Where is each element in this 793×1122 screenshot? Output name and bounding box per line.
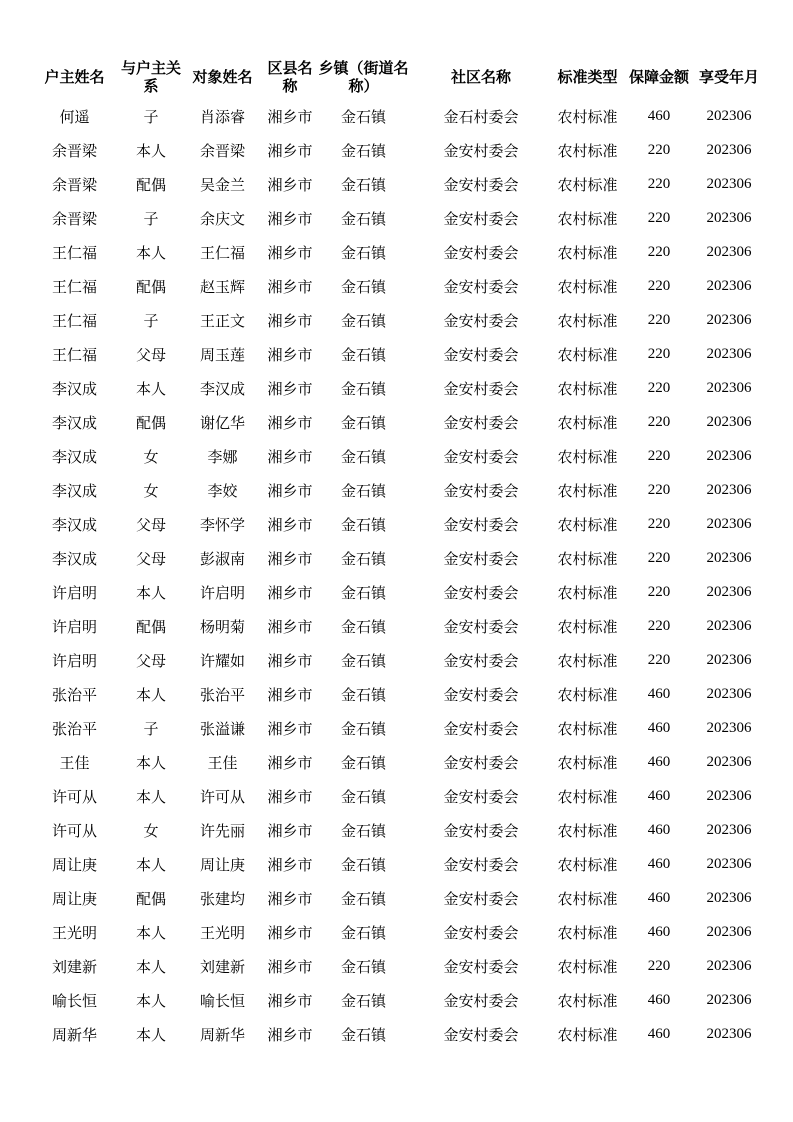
relationship-cell: 父母 — [135, 345, 166, 364]
relationship-cell: 本人 — [135, 991, 166, 1010]
period-cell: 202306 — [706, 345, 752, 362]
township-cell: 金石镇 — [340, 685, 386, 704]
township-cell: 金石镇 — [340, 447, 386, 466]
householder-name-cell: 李汉成 — [51, 379, 97, 398]
table-row — [28, 541, 764, 575]
relationship-cell: 本人 — [135, 243, 166, 262]
standard-type-cell: 农村标准 — [557, 549, 618, 568]
recipient-name-cell: 李怀学 — [199, 515, 245, 534]
recipient-name-cell: 许启明 — [199, 583, 245, 602]
county-cell: 湘乡市 — [267, 719, 313, 738]
township-cell: 金石镇 — [340, 821, 386, 840]
relationship-cell: 女 — [143, 481, 159, 500]
householder-name-cell: 王仁福 — [51, 345, 97, 364]
period-cell: 202306 — [706, 787, 752, 804]
amount-cell: 460 — [647, 1025, 671, 1042]
recipient-name-cell: 李汉成 — [199, 379, 245, 398]
recipient-name-cell: 王佳 — [207, 753, 238, 772]
period-cell: 202306 — [706, 243, 752, 260]
table-row — [28, 235, 764, 269]
householder-name-cell: 许可从 — [51, 787, 97, 806]
recipient-name-cell: 余庆文 — [199, 209, 245, 228]
period-cell: 202306 — [706, 583, 752, 600]
relationship-cell: 父母 — [135, 651, 166, 670]
recipient-name-cell: 周玉莲 — [199, 345, 245, 364]
header-community: 社区名称 — [450, 68, 511, 86]
county-cell: 湘乡市 — [267, 651, 313, 670]
amount-cell: 460 — [647, 889, 671, 906]
period-cell: 202306 — [706, 957, 752, 974]
relationship-cell: 子 — [143, 107, 159, 126]
community-cell: 金安村委会 — [443, 311, 519, 330]
standard-type-cell: 农村标准 — [557, 821, 618, 840]
relationship-cell: 本人 — [135, 753, 166, 772]
table-row — [28, 337, 764, 371]
table-row — [28, 711, 764, 745]
table-row — [28, 915, 764, 949]
householder-name-cell: 李汉成 — [51, 481, 97, 500]
standard-type-cell: 农村标准 — [557, 311, 618, 330]
relationship-cell: 父母 — [135, 515, 166, 534]
table-row — [28, 779, 764, 813]
county-cell: 湘乡市 — [267, 855, 313, 874]
community-cell: 金安村委会 — [443, 345, 519, 364]
table-row — [28, 201, 764, 235]
recipient-name-cell: 李娜 — [207, 447, 238, 466]
recipient-name-cell: 张溢谦 — [199, 719, 245, 738]
county-cell: 湘乡市 — [267, 311, 313, 330]
standard-type-cell: 农村标准 — [557, 141, 618, 160]
county-cell: 湘乡市 — [267, 685, 313, 704]
standard-type-cell: 农村标准 — [557, 957, 618, 976]
amount-cell: 220 — [647, 379, 671, 396]
recipient-name-cell: 吴金兰 — [199, 175, 245, 194]
amount-cell: 220 — [647, 345, 671, 362]
table-row — [28, 949, 764, 983]
period-cell: 202306 — [706, 821, 752, 838]
householder-name-cell: 王仁福 — [51, 243, 97, 262]
community-cell: 金安村委会 — [443, 243, 519, 262]
table-row — [28, 609, 764, 643]
standard-type-cell: 农村标准 — [557, 447, 618, 466]
householder-name-cell: 王光明 — [51, 923, 97, 942]
householder-name-cell: 许启明 — [51, 651, 97, 670]
relationship-cell: 本人 — [135, 787, 166, 806]
standard-type-cell: 农村标准 — [557, 243, 618, 262]
header-row — [28, 55, 764, 99]
amount-cell: 460 — [647, 855, 671, 872]
recipient-name-cell: 赵玉辉 — [199, 277, 245, 296]
county-cell: 湘乡市 — [267, 1025, 313, 1044]
table-header — [28, 55, 764, 99]
county-cell: 湘乡市 — [267, 787, 313, 806]
standard-type-cell: 农村标准 — [557, 855, 618, 874]
recipient-name-cell: 余晋梁 — [199, 141, 245, 160]
township-cell: 金石镇 — [340, 277, 386, 296]
standard-type-cell: 农村标准 — [557, 685, 618, 704]
householder-name-cell: 李汉成 — [51, 447, 97, 466]
recipient-name-cell: 王仁福 — [199, 243, 245, 262]
standard-type-cell: 农村标准 — [557, 787, 618, 806]
table-row — [28, 983, 764, 1017]
township-cell: 金石镇 — [340, 413, 386, 432]
county-cell: 湘乡市 — [267, 991, 313, 1010]
community-cell: 金安村委会 — [443, 753, 519, 772]
county-cell: 湘乡市 — [267, 379, 313, 398]
community-cell: 金安村委会 — [443, 175, 519, 194]
table-row — [28, 677, 764, 711]
recipient-name-cell: 杨明菊 — [199, 617, 245, 636]
county-cell: 湘乡市 — [267, 617, 313, 636]
recipient-name-cell: 许可从 — [199, 787, 245, 806]
header-standard-type: 标准类型 — [557, 68, 618, 86]
relationship-cell: 本人 — [135, 855, 166, 874]
table-row — [28, 167, 764, 201]
table-body — [28, 99, 764, 1051]
township-cell: 金石镇 — [340, 719, 386, 738]
township-cell: 金石镇 — [340, 141, 386, 160]
amount-cell: 220 — [647, 209, 671, 226]
table-row — [28, 813, 764, 847]
county-cell: 湘乡市 — [267, 515, 313, 534]
standard-type-cell: 农村标准 — [557, 719, 618, 738]
relationship-cell: 本人 — [135, 1025, 166, 1044]
header-recipient-name: 对象姓名 — [192, 68, 253, 86]
recipient-name-cell: 肖添睿 — [199, 107, 245, 126]
recipient-name-cell: 周让庚 — [199, 855, 245, 874]
recipient-name-cell: 张建均 — [199, 889, 245, 908]
community-cell: 金安村委会 — [443, 549, 519, 568]
county-cell: 湘乡市 — [267, 243, 313, 262]
community-cell: 金安村委会 — [443, 413, 519, 432]
relationship-cell: 本人 — [135, 685, 166, 704]
county-cell: 湘乡市 — [267, 583, 313, 602]
householder-name-cell: 王仁福 — [51, 311, 97, 330]
relationship-cell: 父母 — [135, 549, 166, 568]
relationship-cell: 子 — [143, 209, 159, 228]
period-cell: 202306 — [706, 447, 752, 464]
standard-type-cell: 农村标准 — [557, 1025, 618, 1044]
table-row — [28, 847, 764, 881]
householder-name-cell: 余晋梁 — [51, 141, 97, 160]
amount-cell: 460 — [647, 107, 671, 124]
recipient-name-cell: 谢亿华 — [199, 413, 245, 432]
township-cell: 金石镇 — [340, 957, 386, 976]
township-cell: 金石镇 — [340, 787, 386, 806]
community-cell: 金安村委会 — [443, 447, 519, 466]
relationship-cell: 配偶 — [135, 617, 166, 636]
table-row — [28, 507, 764, 541]
county-cell: 湘乡市 — [267, 821, 313, 840]
relationship-cell: 本人 — [135, 141, 166, 160]
amount-cell: 220 — [647, 277, 671, 294]
township-cell: 金石镇 — [340, 651, 386, 670]
township-cell: 金石镇 — [340, 991, 386, 1010]
table-row — [28, 439, 764, 473]
township-cell: 金石镇 — [340, 855, 386, 874]
community-cell: 金安村委会 — [443, 481, 519, 500]
township-cell: 金石镇 — [340, 617, 386, 636]
recipient-name-cell: 李姣 — [207, 481, 238, 500]
community-cell: 金安村委会 — [443, 1025, 519, 1044]
amount-cell: 460 — [647, 753, 671, 770]
householder-name-cell: 张治平 — [51, 685, 97, 704]
standard-type-cell: 农村标准 — [557, 345, 618, 364]
header-township: 乡镇（街道名称） — [318, 59, 409, 95]
amount-cell: 460 — [647, 923, 671, 940]
householder-name-cell: 许启明 — [51, 583, 97, 602]
county-cell: 湘乡市 — [267, 957, 313, 976]
township-cell: 金石镇 — [340, 583, 386, 602]
amount-cell: 460 — [647, 719, 671, 736]
township-cell: 金石镇 — [340, 345, 386, 364]
township-cell: 金石镇 — [340, 753, 386, 772]
recipient-name-cell: 王光明 — [199, 923, 245, 942]
amount-cell: 220 — [647, 617, 671, 634]
subsidy-roster-table — [28, 55, 764, 1051]
amount-cell: 220 — [647, 515, 671, 532]
period-cell: 202306 — [706, 923, 752, 940]
householder-name-cell: 许启明 — [51, 617, 97, 636]
period-cell: 202306 — [706, 107, 752, 124]
householder-name-cell: 余晋梁 — [51, 209, 97, 228]
community-cell: 金安村委会 — [443, 515, 519, 534]
county-cell: 湘乡市 — [267, 277, 313, 296]
relationship-cell: 配偶 — [135, 889, 166, 908]
community-cell: 金安村委会 — [443, 379, 519, 398]
county-cell: 湘乡市 — [267, 141, 313, 160]
county-cell: 湘乡市 — [267, 175, 313, 194]
householder-name-cell: 张治平 — [51, 719, 97, 738]
relationship-cell: 配偶 — [135, 175, 166, 194]
township-cell: 金石镇 — [340, 889, 386, 908]
table-row — [28, 643, 764, 677]
amount-cell: 220 — [647, 413, 671, 430]
standard-type-cell: 农村标准 — [557, 583, 618, 602]
header-period: 享受年月 — [698, 68, 759, 86]
period-cell: 202306 — [706, 481, 752, 498]
table-row — [28, 575, 764, 609]
recipient-name-cell: 王正文 — [199, 311, 245, 330]
householder-name-cell: 王佳 — [59, 753, 90, 772]
standard-type-cell: 农村标准 — [557, 107, 618, 126]
community-cell: 金安村委会 — [443, 583, 519, 602]
standard-type-cell: 农村标准 — [557, 481, 618, 500]
recipient-name-cell: 刘建新 — [199, 957, 245, 976]
table-row — [28, 473, 764, 507]
township-cell: 金石镇 — [340, 107, 386, 126]
period-cell: 202306 — [706, 277, 752, 294]
standard-type-cell: 农村标准 — [557, 175, 618, 194]
community-cell: 金安村委会 — [443, 787, 519, 806]
standard-type-cell: 农村标准 — [557, 889, 618, 908]
period-cell: 202306 — [706, 311, 752, 328]
county-cell: 湘乡市 — [267, 923, 313, 942]
period-cell: 202306 — [706, 141, 752, 158]
standard-type-cell: 农村标准 — [557, 277, 618, 296]
period-cell: 202306 — [706, 617, 752, 634]
township-cell: 金石镇 — [340, 1025, 386, 1044]
table-row — [28, 745, 764, 779]
table-row — [28, 303, 764, 337]
county-cell: 湘乡市 — [267, 481, 313, 500]
table-row — [28, 1017, 764, 1051]
township-cell: 金石镇 — [340, 175, 386, 194]
standard-type-cell: 农村标准 — [557, 991, 618, 1010]
township-cell: 金石镇 — [340, 243, 386, 262]
community-cell: 金安村委会 — [443, 209, 519, 228]
relationship-cell: 本人 — [135, 583, 166, 602]
relationship-cell: 女 — [143, 447, 159, 466]
recipient-name-cell: 许耀如 — [199, 651, 245, 670]
standard-type-cell: 农村标准 — [557, 209, 618, 228]
community-cell: 金安村委会 — [443, 821, 519, 840]
recipient-name-cell: 许先丽 — [199, 821, 245, 840]
period-cell: 202306 — [706, 855, 752, 872]
householder-name-cell: 王仁福 — [51, 277, 97, 296]
standard-type-cell: 农村标准 — [557, 923, 618, 942]
householder-name-cell: 何遥 — [59, 107, 90, 126]
table-row — [28, 405, 764, 439]
header-householder-name: 户主姓名 — [44, 68, 105, 86]
period-cell: 202306 — [706, 991, 752, 1008]
community-cell: 金安村委会 — [443, 617, 519, 636]
period-cell: 202306 — [706, 753, 752, 770]
community-cell: 金安村委会 — [443, 957, 519, 976]
standard-type-cell: 农村标准 — [557, 515, 618, 534]
relationship-cell: 女 — [143, 821, 159, 840]
community-cell: 金安村委会 — [443, 991, 519, 1010]
community-cell: 金安村委会 — [443, 889, 519, 908]
standard-type-cell: 农村标准 — [557, 753, 618, 772]
relationship-cell: 配偶 — [135, 277, 166, 296]
county-cell: 湘乡市 — [267, 345, 313, 364]
recipient-name-cell: 彭淑南 — [199, 549, 245, 568]
standard-type-cell: 农村标准 — [557, 617, 618, 636]
householder-name-cell: 喻长恒 — [51, 991, 97, 1010]
householder-name-cell: 李汉成 — [51, 515, 97, 534]
header-relationship: 与户主关系 — [121, 59, 182, 95]
amount-cell: 460 — [647, 821, 671, 838]
period-cell: 202306 — [706, 549, 752, 566]
township-cell: 金石镇 — [340, 515, 386, 534]
community-cell: 金安村委会 — [443, 277, 519, 296]
table-row — [28, 371, 764, 405]
county-cell: 湘乡市 — [267, 889, 313, 908]
period-cell: 202306 — [706, 719, 752, 736]
standard-type-cell: 农村标准 — [557, 379, 618, 398]
amount-cell: 220 — [647, 243, 671, 260]
relationship-cell: 本人 — [135, 957, 166, 976]
amount-cell: 220 — [647, 311, 671, 328]
community-cell: 金安村委会 — [443, 651, 519, 670]
relationship-cell: 配偶 — [135, 413, 166, 432]
header-county: 区县名称 — [267, 59, 313, 95]
table-row — [28, 133, 764, 167]
householder-name-cell: 李汉成 — [51, 549, 97, 568]
amount-cell: 460 — [647, 991, 671, 1008]
county-cell: 湘乡市 — [267, 209, 313, 228]
period-cell: 202306 — [706, 651, 752, 668]
householder-name-cell: 余晋梁 — [51, 175, 97, 194]
amount-cell: 220 — [647, 175, 671, 192]
amount-cell: 220 — [647, 651, 671, 668]
community-cell: 金安村委会 — [443, 141, 519, 160]
relationship-cell: 本人 — [135, 923, 166, 942]
householder-name-cell: 周新华 — [51, 1025, 97, 1044]
amount-cell: 220 — [647, 141, 671, 158]
relationship-cell: 本人 — [135, 379, 166, 398]
amount-cell: 220 — [647, 481, 671, 498]
recipient-name-cell: 周新华 — [199, 1025, 245, 1044]
header-amount: 保障金额 — [628, 68, 689, 86]
township-cell: 金石镇 — [340, 481, 386, 500]
county-cell: 湘乡市 — [267, 447, 313, 466]
relationship-cell: 子 — [143, 719, 159, 738]
period-cell: 202306 — [706, 209, 752, 226]
county-cell: 湘乡市 — [267, 107, 313, 126]
community-cell: 金安村委会 — [443, 685, 519, 704]
community-cell: 金安村委会 — [443, 923, 519, 942]
table-row — [28, 269, 764, 303]
county-cell: 湘乡市 — [267, 753, 313, 772]
standard-type-cell: 农村标准 — [557, 651, 618, 670]
period-cell: 202306 — [706, 889, 752, 906]
householder-name-cell: 李汉成 — [51, 413, 97, 432]
recipient-name-cell: 喻长恒 — [199, 991, 245, 1010]
amount-cell: 220 — [647, 583, 671, 600]
householder-name-cell: 刘建新 — [51, 957, 97, 976]
amount-cell: 220 — [647, 447, 671, 464]
relationship-cell: 子 — [143, 311, 159, 330]
county-cell: 湘乡市 — [267, 549, 313, 568]
period-cell: 202306 — [706, 1025, 752, 1042]
standard-type-cell: 农村标准 — [557, 413, 618, 432]
table-row — [28, 881, 764, 915]
householder-name-cell: 周让庚 — [51, 855, 97, 874]
community-cell: 金安村委会 — [443, 719, 519, 738]
period-cell: 202306 — [706, 175, 752, 192]
recipient-name-cell: 张治平 — [199, 685, 245, 704]
period-cell: 202306 — [706, 515, 752, 532]
township-cell: 金石镇 — [340, 209, 386, 228]
township-cell: 金石镇 — [340, 549, 386, 568]
amount-cell: 460 — [647, 787, 671, 804]
period-cell: 202306 — [706, 685, 752, 702]
community-cell: 金安村委会 — [443, 855, 519, 874]
table-row — [28, 99, 764, 133]
householder-name-cell: 许可从 — [51, 821, 97, 840]
amount-cell: 460 — [647, 685, 671, 702]
period-cell: 202306 — [706, 379, 752, 396]
amount-cell: 220 — [647, 957, 671, 974]
township-cell: 金石镇 — [340, 923, 386, 942]
township-cell: 金石镇 — [340, 311, 386, 330]
township-cell: 金石镇 — [340, 379, 386, 398]
householder-name-cell: 周让庚 — [51, 889, 97, 908]
amount-cell: 220 — [647, 549, 671, 566]
county-cell: 湘乡市 — [267, 413, 313, 432]
period-cell: 202306 — [706, 413, 752, 430]
community-cell: 金石村委会 — [443, 107, 519, 126]
